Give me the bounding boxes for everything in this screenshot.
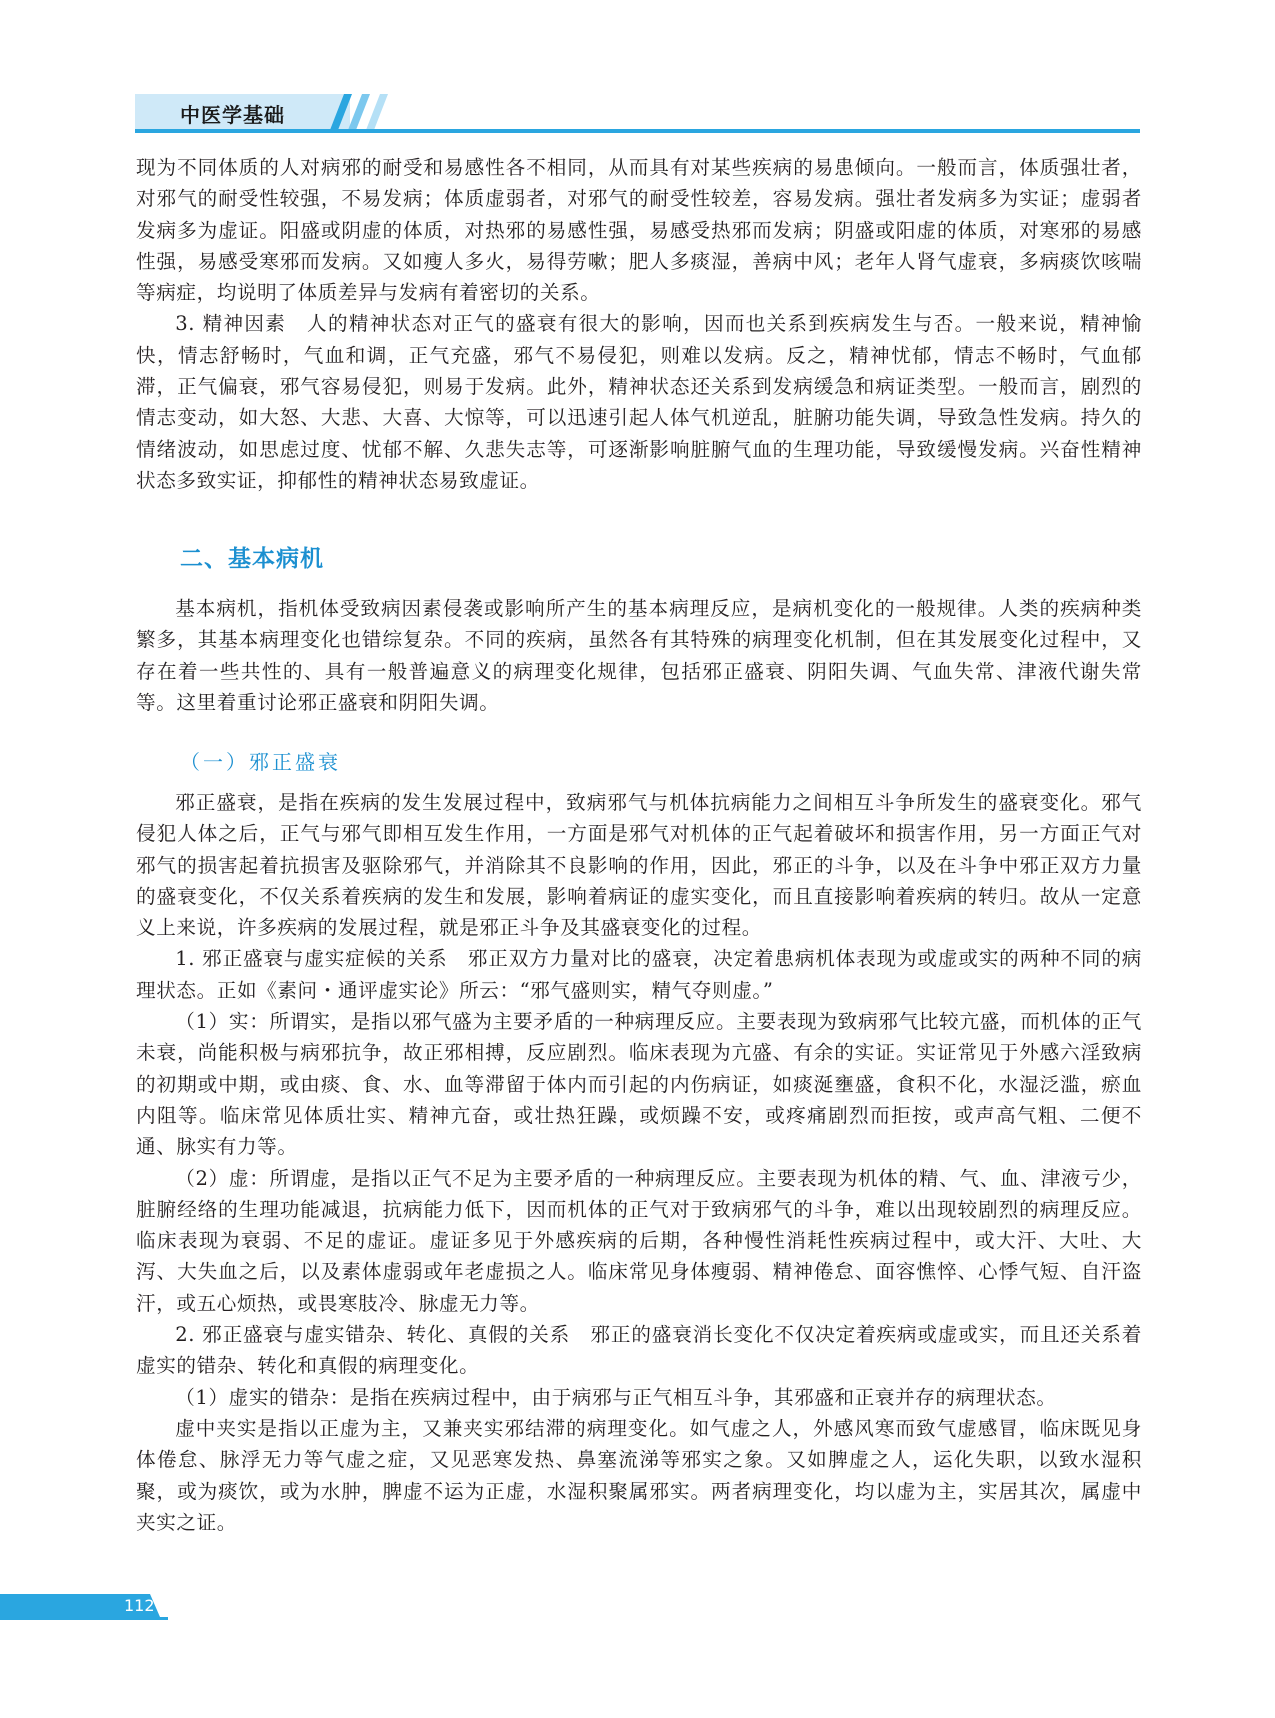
- running-header-title: 中医学基础: [180, 103, 285, 127]
- footer-rule: [0, 1617, 168, 1620]
- paragraph: 1. 邪正盛衰与虚实症候的关系 邪正双方力量对比的盛衰，决定着患病机体表现为或虚或实的两种不同的病理状态。正如《素问・通评虚实论》所云：“邪气盛则实，精气夺则虚。”: [136, 947, 1142, 1002]
- paragraph: 虚中夹实是指以正虚为主，又兼夹实邪结滞的病理变化。如气虚之人，外感风寒而致气虚感冒，临床既见身体倦怠、脉浮无力等气虚之症，又见恶寒发热、鼻塞流涕等邪实之象。又如脾虚之人，运化失职，以致水湿积聚，或为痰饮，或为水肿，脾虚不运为正虚，水湿积聚属邪实。两者病理变化，均以虚为主，实居其次，属虚中夹实之证。: [136, 1416, 1142, 1534]
- paragraph: 2. 邪正盛衰与虚实错杂、转化、真假的关系 邪正的盛衰消长变化不仅决定着疾病或虚或实，而且还关系着虚实的错杂、转化和真假的病理变化。: [136, 1323, 1142, 1378]
- subsection-heading: （一）邪正盛衰: [180, 750, 341, 774]
- paragraph: 邪正盛衰，是指在疾病的发生发展过程中，致病邪气与机体抗病能力之间相互斗争所发生的盛衰变化。邪气侵犯人体之后，正气与邪气即相互发生作用，一方面是邪气对机体的正气起着破坏和损害作用，另一方面正气对邪气的损害起着抗损害及驱除邪气，并消除其不良影响的作用，因此，邪正的斗争，以及在斗争中邪正双方力量的盛衰变化，不仅关系着疾病的发生和发展，影响着病证的虚实变化，而且直接影响着疾病的转归。故从一定意义上来说，许多疾病的发展过程，就是邪正斗争及其盛衰变化的过程。: [136, 791, 1142, 940]
- paragraph: 3. 精神因素 人的精神状态对正气的盛衰有很大的影响，因而也关系到疾病发生与否。一般来说，精神愉快，情志舒畅时，气血和调，正气充盛，邪气不易侵犯，则难以发病。反之，精神忧郁，情志不畅时，气血郁滞，正气偏衰，邪气容易侵犯，则易于发病。此外，精神状态还关系到发病缓急和病证类型。一般而言，剧烈的情志变动，如大怒、大悲、大喜、大惊等，可以迅速引起人体气机逆乱，脏腑功能失调，导致急性发病。持久的情绪波动，如思虑过度、忧郁不解、久悲失志等，可逐渐影响脏腑气血的生理功能，导致缓慢发病。兴奋性精神状态多致实证，抑郁性的精神状态易致虚证。: [136, 312, 1142, 492]
- body-block-2: [136, 593, 1142, 718]
- body-block-1: [136, 152, 1142, 496]
- body-block-3: [136, 787, 1142, 1538]
- page-number: 112: [124, 1596, 155, 1615]
- paragraph: （1）虚实的错杂：是指在疾病过程中，由于病邪与正气相互斗争，其邪盛和正衰并存的病理状态。: [175, 1385, 1057, 1409]
- paragraph: 基本病机，指机体受致病因素侵袭或影响所产生的基本病理反应，是病机变化的一般规律。人类的疾病种类繁多，其基本病理变化也错综复杂。不同的疾病，虽然各有其特殊的病理变化机制，但在其发展变化过程中，又存在着一些共性的、具有一般普遍意义的病理变化规律，包括邪正盛衰、阴阳失调、气血失常、津液代谢失常等。这里着重讨论邪正盛衰和阴阳失调。: [136, 597, 1142, 714]
- paragraph: 现为不同体质的人对病邪的耐受和易感性各不相同，从而具有对某些疾病的易患倾向。一般而言，体质强壮者，对邪气的耐受性较强，不易发病；体质虚弱者，对邪气的耐受性较差，容易发病。强壮者发病多为实证；虚弱者发病多为虚证。阳盛或阴虚的体质，对热邪的易感性强，易感受热邪而发病；阴盛或阳虚的体质，对寒邪的易感性强，易感受寒邪而发病。又如瘦人多火，易得劳嗽；肥人多痰湿，善病中风；老年人肾气虚衰，多病痰饮咳喘等病症，均说明了体质差异与发病有着密切的关系。: [136, 156, 1142, 305]
- header-stripes-decoration: [318, 94, 398, 130]
- paragraph: （1）实：所谓实，是指以邪气盛为主要矛盾的一种病理反应。主要表现为致病邪气比较亢盛，而机体的正气未衰，尚能积极与病邪抗争，故正邪相搏，反应剧烈。临床表现为亢盛、有余的实证。实证常见于外感六淫致病的初期或中期，或由痰、食、水、血等滞留于体内而引起的内伤病证，如痰涎壅盛，食积不化，水湿泛滥，瘀血内阻等。临床常见体质壮实、精神亢奋，或壮热狂躁，或烦躁不安，或疼痛剧烈而拒按，或声高气粗、二便不通、脉实有力等。: [136, 1010, 1142, 1159]
- section-heading: 二、基本病机: [180, 546, 324, 572]
- header-rule: [135, 129, 1140, 133]
- paragraph: （2）虚：所谓虚，是指以正气不足为主要矛盾的一种病理反应。主要表现为机体的精、气、血、津液亏少，脏腑经络的生理功能减退，抗病能力低下，因而机体的正气对于致病邪气的斗争，难以出现较剧烈的病理反应。临床表现为衰弱、不足的虚证。虚证多见于外感疾病的后期，各种慢性消耗性疾病过程中，或大汗、大吐、大泻、大失血之后，以及素体虚弱或年老虚损之人。临床常见身体瘦弱、精神倦怠、面容憔悴、心悸气短、自汗盗汗，或五心烦热，或畏寒肢冷、脉虚无力等。: [136, 1166, 1142, 1315]
